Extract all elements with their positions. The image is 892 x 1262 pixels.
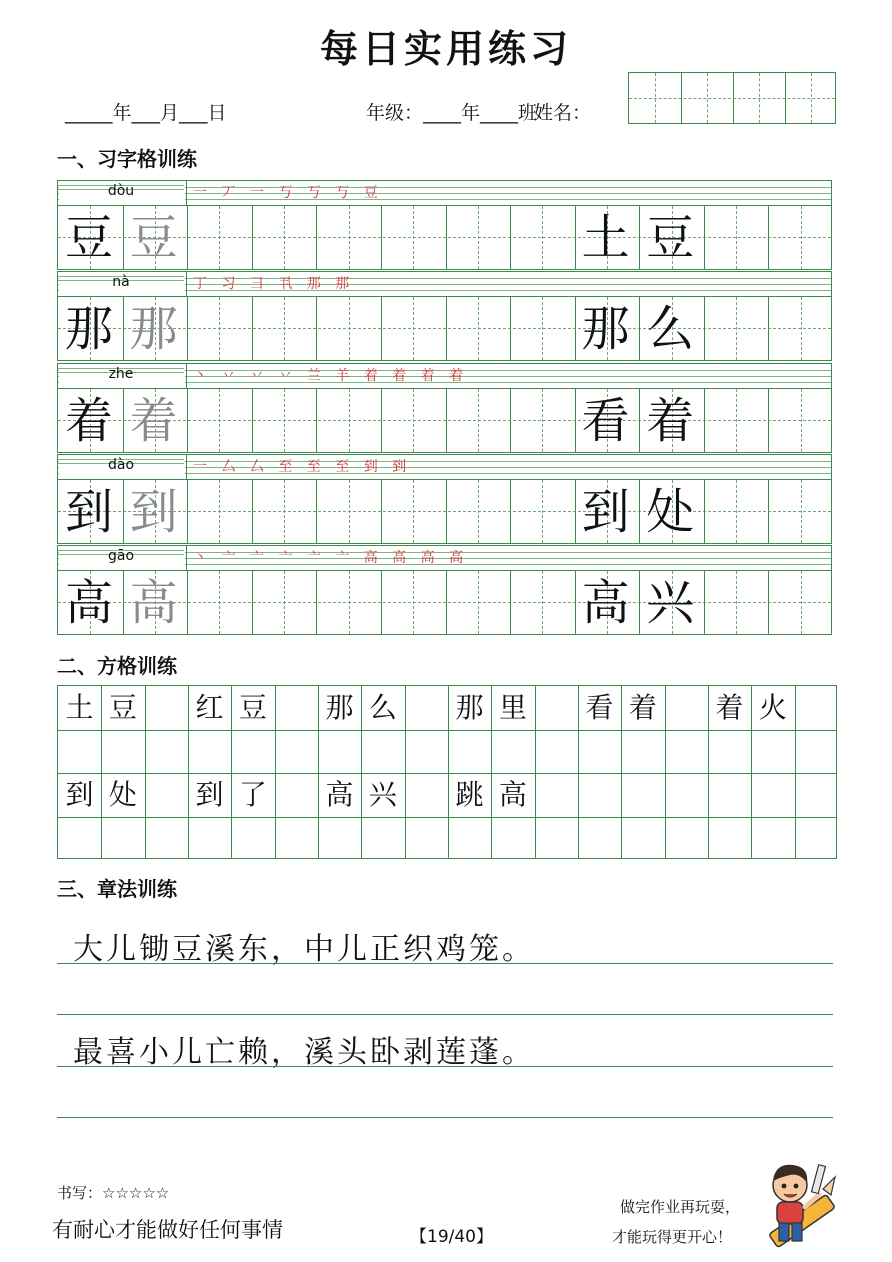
name-box-divider bbox=[733, 73, 734, 123]
name-box-divider bbox=[655, 73, 656, 123]
grid-line bbox=[58, 773, 836, 774]
model-character: 着 bbox=[64, 393, 113, 449]
boy-with-pencil-illustration bbox=[745, 1155, 845, 1255]
word-character: 豆 bbox=[646, 210, 695, 266]
model-character: 到 bbox=[64, 484, 113, 540]
square-character: 兴 bbox=[368, 778, 397, 811]
stroke-order: 一 丆 一 丂 丂 丂 豆 bbox=[193, 185, 383, 201]
square-character: 那 bbox=[455, 691, 484, 724]
square-character: 到 bbox=[65, 778, 94, 811]
square-character: 着 bbox=[715, 691, 744, 724]
practice-row bbox=[57, 180, 832, 271]
square-character: 红 bbox=[195, 691, 224, 724]
page-title: 每日实用练习 bbox=[319, 27, 572, 71]
trace-character: 豆 bbox=[129, 210, 178, 266]
word-character: 么 bbox=[646, 301, 695, 357]
model-character: 豆 bbox=[64, 210, 113, 266]
square-character: 了 bbox=[238, 778, 267, 811]
writing-line[interactable] bbox=[57, 1014, 833, 1015]
name-boxes[interactable] bbox=[628, 72, 836, 124]
square-character: 豆 bbox=[108, 691, 137, 724]
word-character: 着 bbox=[646, 393, 695, 449]
square-character: 到 bbox=[195, 778, 224, 811]
stroke-order: 丁 习 彐 丮 那 那 bbox=[193, 276, 355, 292]
grid-line bbox=[535, 686, 536, 858]
word-character: 兴 bbox=[646, 575, 695, 631]
word-character: 高 bbox=[581, 575, 630, 631]
encouragement-line-1: 做完作业再玩耍， bbox=[620, 1198, 741, 1216]
writing-line[interactable] bbox=[57, 1066, 833, 1067]
model-character: 高 bbox=[64, 575, 113, 631]
square-grid[interactable] bbox=[57, 685, 837, 859]
square-character: 看 bbox=[585, 691, 614, 724]
motto-text: 有耐心才能做好任何事情 bbox=[52, 1218, 283, 1242]
square-character: 火 bbox=[758, 691, 787, 724]
grid-line bbox=[795, 686, 796, 858]
name-box-midline bbox=[629, 98, 835, 99]
name-box-divider bbox=[785, 73, 786, 123]
date-field[interactable]: _____年___月___日 bbox=[65, 102, 227, 124]
name-box-divider bbox=[681, 73, 682, 123]
poem-line-1: 大儿锄豆溪东，中儿正织鸡笼。 bbox=[73, 932, 535, 967]
poem-line-2: 最喜小儿亡赖，溪头卧剥莲蓬。 bbox=[73, 1035, 535, 1070]
name-box-divider bbox=[759, 73, 760, 123]
section-title-composition-practice: 三、章法训练 bbox=[57, 877, 177, 901]
grid-line bbox=[405, 686, 406, 858]
grid-line bbox=[145, 686, 146, 858]
practice-row bbox=[57, 271, 832, 362]
writing-line[interactable] bbox=[57, 1117, 833, 1118]
trace-character: 到 bbox=[129, 484, 178, 540]
square-character: 高 bbox=[498, 778, 527, 811]
name-label: 姓名： bbox=[534, 102, 592, 124]
square-character: 里 bbox=[498, 691, 527, 724]
pinyin-label: zhe bbox=[108, 366, 134, 382]
encouragement-line-2: 才能玩得更开心！ bbox=[612, 1228, 733, 1246]
grid-line bbox=[665, 686, 666, 858]
square-character: 着 bbox=[628, 691, 657, 724]
grid-line bbox=[58, 730, 836, 731]
grade-field[interactable]: 年级：____年____班 bbox=[366, 102, 538, 124]
square-character: 么 bbox=[368, 691, 397, 724]
model-character: 那 bbox=[64, 301, 113, 357]
square-character: 跳 bbox=[455, 778, 484, 811]
pinyin-label: dào bbox=[107, 457, 135, 473]
name-box-divider bbox=[811, 73, 812, 123]
word-character: 看 bbox=[581, 393, 630, 449]
square-character: 那 bbox=[325, 691, 354, 724]
rating-stars: 书写：☆☆☆☆☆ bbox=[57, 1184, 170, 1202]
stroke-order: 丶 丷 丷 丷 兰 羊 着 着 着 着 bbox=[193, 368, 469, 384]
square-character: 土 bbox=[65, 691, 94, 724]
pinyin-label: gāo bbox=[107, 548, 135, 564]
trace-character: 高 bbox=[129, 575, 178, 631]
name-box-divider bbox=[707, 73, 708, 123]
practice-row bbox=[57, 545, 832, 636]
square-character: 高 bbox=[325, 778, 354, 811]
practice-row bbox=[57, 454, 832, 545]
word-character: 处 bbox=[646, 484, 695, 540]
pinyin-label: dòu bbox=[107, 183, 135, 199]
grid-line bbox=[275, 686, 276, 858]
word-character: 土 bbox=[581, 210, 630, 266]
stroke-order: 丶 亠 亠 亠 亠 亠 高 高 高 高 bbox=[193, 550, 469, 566]
trace-character: 着 bbox=[129, 393, 178, 449]
grid-line bbox=[58, 817, 836, 818]
page-number: 【19/40】 bbox=[410, 1227, 493, 1247]
writing-line[interactable] bbox=[57, 963, 833, 964]
word-character: 那 bbox=[581, 301, 630, 357]
section-title-square-practice: 二、方格训练 bbox=[57, 654, 177, 678]
section-title-grid-practice: 一、习字格训练 bbox=[57, 147, 197, 171]
pinyin-label: nà bbox=[112, 274, 130, 290]
stroke-order: 一 厶 厶 至 至 至 到 到 bbox=[193, 459, 412, 475]
square-character: 处 bbox=[108, 778, 137, 811]
practice-row bbox=[57, 363, 832, 454]
trace-character: 那 bbox=[129, 301, 178, 357]
word-character: 到 bbox=[581, 484, 630, 540]
square-character: 豆 bbox=[238, 691, 267, 724]
